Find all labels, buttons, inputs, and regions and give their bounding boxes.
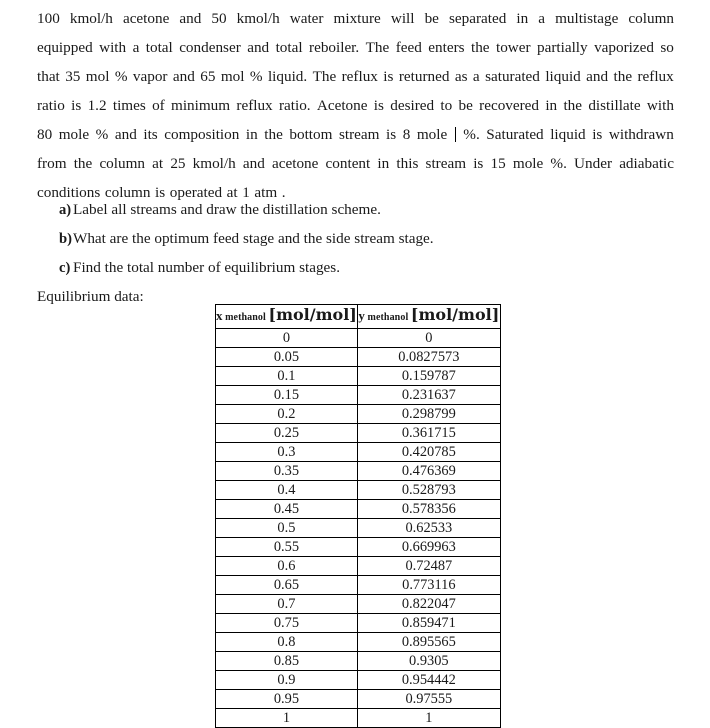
y-value-cell: 0.773116 [357,576,500,595]
word: is [383,67,394,85]
y-value-cell: 0.895565 [357,633,500,652]
word: 1 [242,183,250,201]
x-value-cell: 0.85 [216,652,358,671]
header-unit: [mol/mol] [268,305,357,324]
word: liquid [545,67,581,85]
word: column [628,9,674,27]
header-variable: x [216,308,223,323]
word: kmol/h [192,154,236,172]
word: feed [395,38,422,56]
table-row [216,633,501,652]
word: saturated [485,67,540,85]
paragraph-line [37,149,674,178]
header-unit: [mol/mol] [410,305,500,324]
word: operated [169,183,223,201]
table-row [216,481,501,500]
y-value-cell: 0.822047 [357,595,500,614]
word: to [440,96,453,114]
y-value-cell: 0.159787 [357,367,500,386]
word: a [472,67,480,85]
word: mole [416,125,448,143]
word: is [155,183,166,201]
y-value-cell: 0.9305 [357,652,500,671]
word: Under [574,154,613,172]
word: . [281,183,286,201]
table-row [216,538,501,557]
word: ratio [37,96,65,114]
word: distillate [588,96,641,114]
table-row [216,443,501,462]
y-value-cell: 0.578356 [357,500,500,519]
x-value-cell: 0.1 [216,367,358,386]
y-value-cell: 0.859471 [357,614,500,633]
word: that [37,67,60,85]
word: and [172,67,195,85]
word: separated [448,9,507,27]
word: of [152,96,165,114]
word: tower [495,38,531,56]
word: in [245,125,258,143]
word: 100 [37,9,60,27]
y-value-cell: 0.97555 [357,690,500,709]
table-row [216,557,501,576]
word: % [249,67,263,85]
word: % [95,125,109,143]
paragraph-line [37,33,674,62]
x-value-cell: 0.7 [216,595,358,614]
x-value-cell: 0.35 [216,462,358,481]
y-value-cell: 1 [357,709,500,728]
word: with [99,38,127,56]
x-value-cell: 0.4 [216,481,358,500]
word: acetone [122,9,170,27]
paragraph-line [37,4,674,33]
word: ratio. [278,96,311,114]
word: kmol/h [236,9,280,27]
word: column [104,183,151,201]
word: acetone [272,154,319,172]
word: is [71,96,82,114]
word: % [114,67,128,85]
word: at [152,154,164,172]
word: 15 [490,154,506,172]
table-row [216,348,501,367]
word: total [145,38,173,56]
table-row [216,462,501,481]
paragraph-line [37,91,674,120]
word: withdrawn [608,125,674,143]
word: %. [463,125,480,143]
y-value-cell: 0.420785 [357,443,500,462]
x-value-cell: 0 [216,329,358,348]
header-subscript: methanol [364,312,411,323]
word: times [112,96,146,114]
word: and [586,67,609,85]
word: mole [58,125,90,143]
problem-statement-paragraph [37,4,674,207]
equilibrium-data-label: Equilibrium data: [37,288,144,305]
word: 80 [37,125,53,143]
y-value-cell: 0 [357,329,500,348]
word: be [424,9,439,27]
table-row [216,500,501,519]
table-row [216,329,501,348]
x-value-cell: 0.75 [216,614,358,633]
word: a [132,38,140,56]
word: returned [398,67,450,85]
word: stream [425,154,467,172]
list-item-marker: a) [59,202,72,218]
question-list-item [37,195,674,224]
word: and [242,154,265,172]
word: minimum [171,96,231,114]
word: this [396,154,419,172]
header-variable: y [358,308,365,323]
word: mixture [333,9,381,27]
x-value-cell: 0.45 [216,500,358,519]
word: as [454,67,468,85]
page-bottom-artifact [0,719,710,727]
word: with [646,96,674,114]
table-row [216,690,501,709]
table-column-header [216,305,358,329]
word: in [516,9,529,27]
word: its [143,125,158,143]
list-item-marker: c) [59,260,71,276]
word: kmol/h [69,9,113,27]
x-value-cell: 0.6 [216,557,358,576]
y-value-cell: 0.476369 [357,462,500,481]
word: conditions [37,183,101,201]
list-item-text: What are the optimum feed stage and the side stream stage. [73,230,434,247]
word: The [312,67,337,85]
word: atm [254,183,278,201]
word: reflux [637,67,674,85]
table-row [216,405,501,424]
word: mole [512,154,544,172]
word: recovered [479,96,540,114]
list-item-text: Find the total number of equilibrium stages. [73,259,341,276]
x-value-cell: 0.2 [216,405,358,424]
word: composition [164,125,240,143]
word: stream [338,125,380,143]
word: 8 [402,125,411,143]
word: total [275,38,303,56]
table-row [216,595,501,614]
y-value-cell: 0.669963 [357,538,500,557]
table-body [216,329,501,728]
word: equipped [37,38,93,56]
word: a [538,9,546,27]
word: and [179,9,202,27]
word: in [377,154,390,172]
word: condenser [179,38,241,56]
y-value-cell: 0.528793 [357,481,500,500]
text-cursor-caret [455,127,456,142]
x-value-cell: 1 [216,709,358,728]
y-value-cell: 0.298799 [357,405,500,424]
table-row [216,652,501,671]
word: multistage [555,9,619,27]
word: and [114,125,137,143]
word: mol [85,67,110,85]
word: 50 [211,9,227,27]
word: 25 [170,154,186,172]
y-value-cell: 0.62533 [357,519,500,538]
x-value-cell: 0.5 [216,519,358,538]
table-row [216,386,501,405]
word: vaporized [594,38,654,56]
paragraph-line [37,62,674,91]
word: vapor [132,67,168,85]
table-column-header [357,305,500,329]
y-value-cell: 0.954442 [357,671,500,690]
word: water [289,9,324,27]
word: at [226,183,238,201]
word: desired [390,96,435,114]
word: reflux [341,67,378,85]
equilibrium-data-table-wrapper [215,304,501,728]
word: content [325,154,371,172]
equilibrium-data-table [215,304,501,728]
y-value-cell: 0.72487 [357,557,500,576]
table-row [216,367,501,386]
x-value-cell: 0.3 [216,443,358,462]
word: the [73,154,93,172]
y-value-cell: 0.361715 [357,424,500,443]
word: 35 [65,67,81,85]
list-item-marker: b) [59,231,72,247]
table-header-row [216,305,501,329]
x-value-cell: 0.9 [216,671,358,690]
word: liquid [550,125,586,143]
y-value-cell: 0.0827573 [357,348,500,367]
word: bottom [289,125,333,143]
word: the [264,125,283,143]
x-value-cell: 0.8 [216,633,358,652]
word: is [473,154,484,172]
word: reflux [236,96,273,114]
word: and [247,38,270,56]
table-header [216,305,501,329]
x-value-cell: 0.65 [216,576,358,595]
word: is [373,96,384,114]
y-value-cell: 0.231637 [357,386,500,405]
word: is [592,125,603,143]
word: column [99,154,145,172]
header-subscript: methanol [222,312,269,323]
word: liquid. [267,67,308,85]
word: be [458,96,473,114]
word: will [390,9,415,27]
x-value-cell: 0.55 [216,538,358,557]
word: reboiler. [309,38,360,56]
word: in [545,96,558,114]
word: mol [220,67,245,85]
word: 65 [200,67,216,85]
question-list-item [37,224,674,253]
word: Saturated [486,125,544,143]
word: is [386,125,397,143]
word: adiabatic [619,154,674,172]
word: so [660,38,674,56]
x-value-cell: 0.25 [216,424,358,443]
word: %. [550,154,567,172]
x-value-cell: 0.95 [216,690,358,709]
word: 1.2 [87,96,107,114]
word: enters [428,38,465,56]
x-value-cell: 0.15 [216,386,358,405]
table-row [216,671,501,690]
word: the [563,96,583,114]
word: the [613,67,633,85]
table-row [216,519,501,538]
question-list-item [37,253,674,282]
word: Acetone [316,96,368,114]
table-row [216,424,501,443]
paragraph-line [37,120,674,149]
table-row [216,614,501,633]
x-value-cell: 0.05 [216,348,358,367]
table-row [216,576,501,595]
question-list [37,195,674,282]
list-item-text: Label all streams and draw the distillation scheme. [73,201,381,218]
word: the [470,38,490,56]
word: partially [537,38,588,56]
word: from [37,154,67,172]
word: The [365,38,390,56]
